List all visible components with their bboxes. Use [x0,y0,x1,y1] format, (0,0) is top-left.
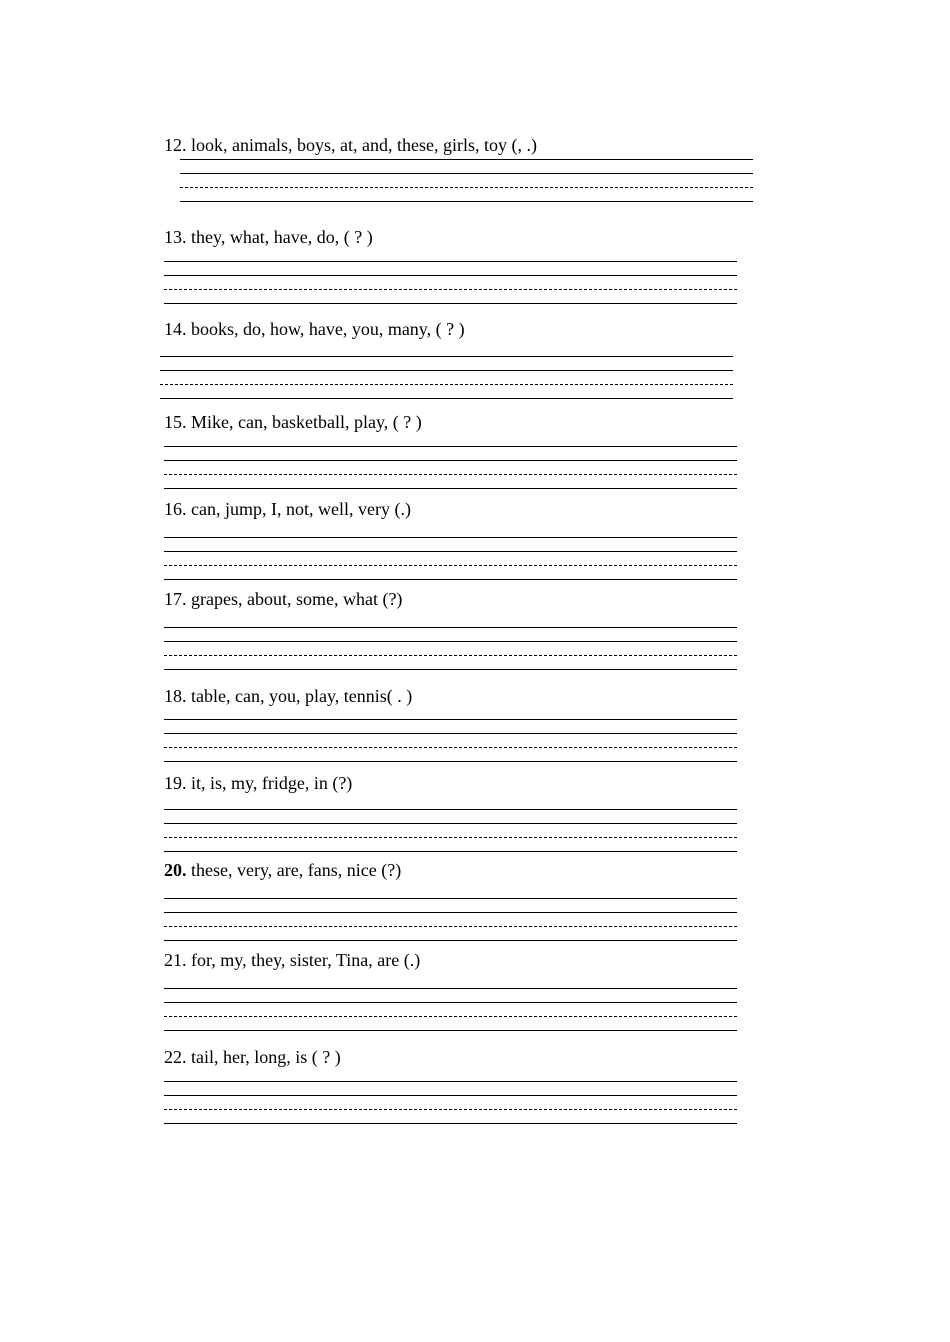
question-12-answer-lines[interactable] [180,159,753,203]
question-14-prompt: 14. books, do, how, have, you, many, ( ? ) [164,319,465,339]
question-18-answer-lines[interactable] [164,719,737,763]
question-22-prompt: 22. tail, her, long, is ( ? ) [164,1047,341,1067]
question-14-answer-lines[interactable] [160,356,733,400]
question-19-answer-lines[interactable] [164,809,737,853]
question-19-text: 19. it, is, my, fridge, in (?) [164,773,353,793]
question-13-answer-lines[interactable] [164,261,737,305]
question-16-answer-lines[interactable] [164,537,737,581]
question-15-answer-lines[interactable] [164,446,737,490]
question-20-text: these, very, are, fans, nice (?) [186,860,402,880]
question-12-prompt: 12. look, animals, boys, at, and, these, girls, toy (, .) [164,135,537,155]
question-21-answer-lines[interactable] [164,988,737,1032]
question-13-prompt: 13. they, what, have, do, ( ? ) [164,227,373,247]
question-21-prompt: 21. for, my, they, sister, Tina, are (.) [164,950,421,970]
question-16-prompt: 16. can, jump, I, not, well, very (.) [164,499,411,519]
question-22-answer-lines[interactable] [164,1081,737,1125]
question-19-prompt [164,770,352,795]
question-17-answer-lines[interactable] [164,627,737,671]
question-20-answer-lines[interactable] [164,898,737,942]
question-15-prompt: 15. Mike, can, basketball, play, ( ? ) [164,412,422,432]
question-20-prompt [164,860,401,880]
question-17-prompt: 17. grapes, about, some, what (?) [164,589,403,609]
question-18-prompt: 18. table, can, you, play, tennis( . ) [164,686,413,706]
question-20-number: 20. [164,860,187,880]
